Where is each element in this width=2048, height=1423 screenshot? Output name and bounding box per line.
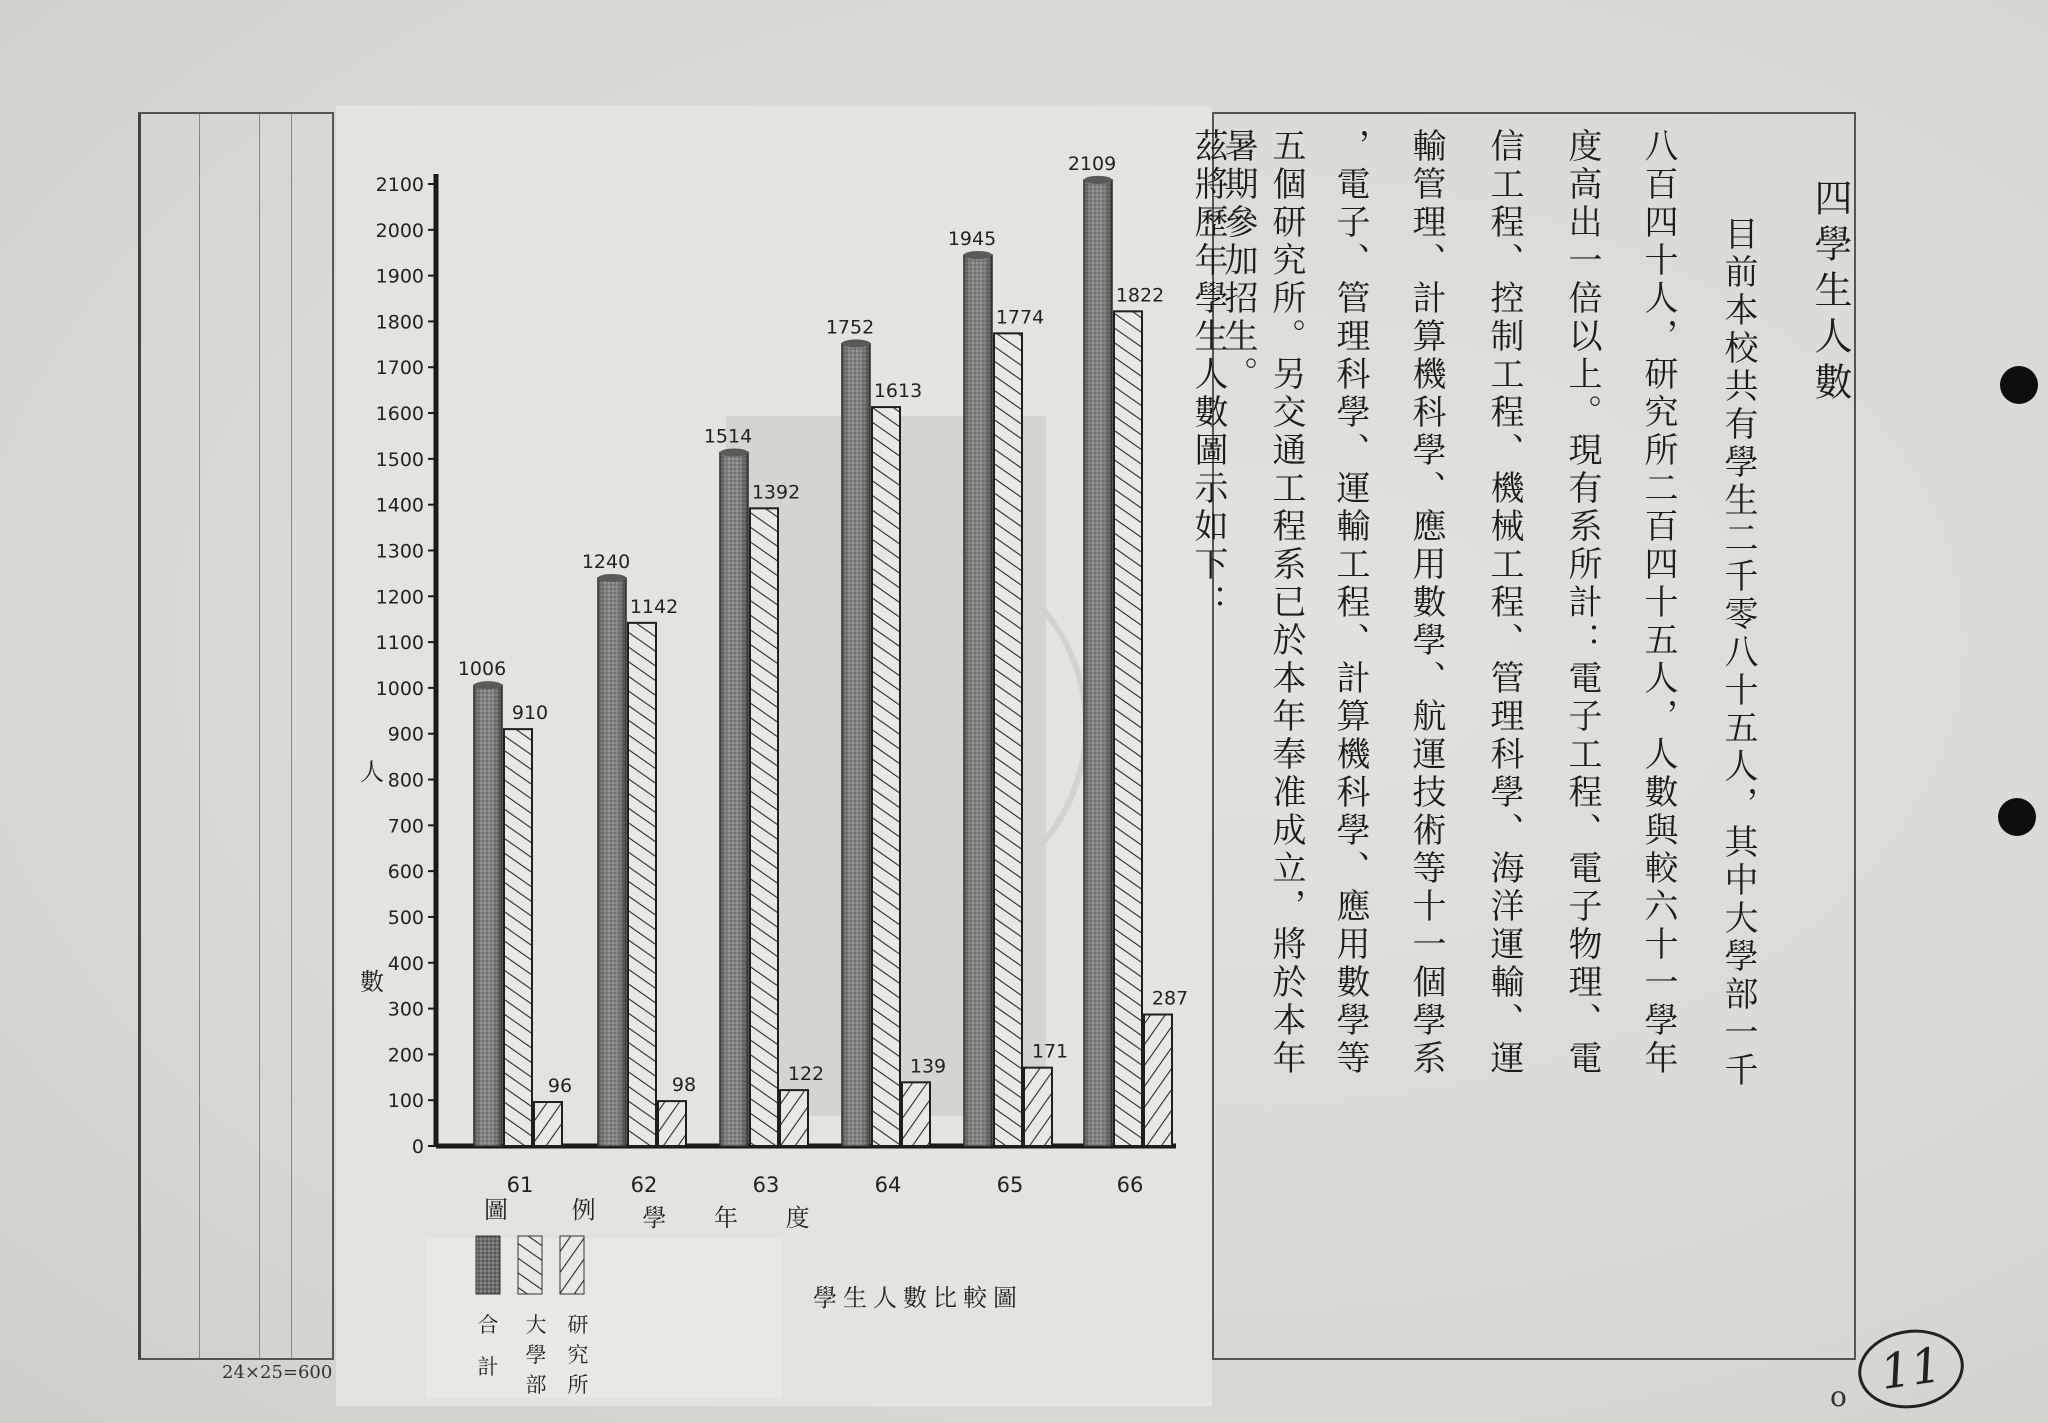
handwritten-column: 暑期參加招生。	[1218, 128, 1258, 394]
handwritten-column: 八百四十人，研究所二百四十五人，人數與較六十一學年	[1638, 128, 1678, 1078]
y-tick-label: 100	[387, 1090, 424, 1113]
y-tick-label: 1800	[375, 311, 424, 334]
bar-value-label: 287	[1151, 987, 1189, 1010]
x-axis-label: 學 年 度	[642, 1204, 830, 1232]
x-tick-label-66: 66	[1116, 1173, 1144, 1197]
heading-text: 四學生人數	[1808, 178, 1852, 408]
bar-grad-65	[1024, 1068, 1052, 1146]
y-tick-label: 2100	[375, 174, 424, 196]
bar-value-label: 1613	[873, 380, 923, 403]
x-tick-label-62: 62	[630, 1173, 658, 1197]
punch-hole-bottom	[1998, 798, 2036, 836]
bar-total-shade-66	[1084, 180, 1112, 1146]
y-tick-label: 800	[387, 769, 424, 792]
y-tick-label: 2000	[375, 219, 424, 242]
y-tick-label: 500	[387, 906, 424, 929]
bar-value-label: 98	[671, 1074, 697, 1097]
punch-hole-top	[2000, 366, 2038, 404]
legend-label-char: 究	[567, 1343, 589, 1367]
x-tick-label-65: 65	[996, 1173, 1024, 1197]
y-tick-label: 700	[387, 815, 424, 838]
x-tick-label-64: 64	[874, 1173, 902, 1197]
bar-value-label: 2109	[1067, 152, 1117, 175]
bar-undergrad-62	[628, 623, 656, 1146]
y-tick-label: 600	[387, 861, 424, 884]
watermark-seal	[726, 416, 1086, 1116]
chart-title: 學生人數比較圖	[813, 1284, 1023, 1312]
bar-value-label: 96	[547, 1075, 573, 1098]
bar-total-shade-61	[474, 685, 502, 1146]
y-tick-label: 200	[387, 1044, 424, 1067]
legend-label-char: 研	[567, 1313, 589, 1337]
bar-total-cap-65	[964, 251, 992, 259]
y-axis-ticks	[376, 174, 436, 1158]
y-tick-label: 1900	[375, 265, 424, 288]
bar-total-shade-64	[842, 343, 870, 1146]
handwritten-column: 信工程、控制工程、機械工程、管理科學、海洋運輸、運	[1484, 128, 1524, 1078]
legend-swatch-undergrad	[518, 1236, 542, 1294]
bar-total-cap-62	[598, 574, 626, 582]
bar-value-label: 1142	[629, 595, 679, 618]
bar-total-shade-65	[964, 255, 992, 1146]
bar-total-cap-63	[720, 448, 748, 456]
bar-undergrad-65	[994, 333, 1022, 1146]
bar-value-label: 1774	[995, 306, 1045, 329]
bar-chart	[336, 106, 1212, 1406]
y-tick-label: 1000	[375, 677, 424, 700]
bar-value-label: 1240	[581, 550, 631, 573]
y-tick-label: 1700	[375, 357, 424, 380]
y-tick-label: 0	[411, 1136, 424, 1158]
bar-value-label: 171	[1031, 1040, 1069, 1063]
bar-grad-66	[1144, 1015, 1172, 1146]
x-axis-categories	[507, 1173, 1144, 1197]
bar-undergrad-63	[750, 508, 778, 1146]
handwritten-column: 度高出一倍以上。現有系所計：電子工程、電子物理、電	[1562, 128, 1602, 1078]
legend-swatch-grad	[560, 1236, 584, 1294]
stray-mark: o	[1830, 1380, 1847, 1413]
handwritten-column: ，電子、管理科學、運輸工程、計算機科學、應用數學等	[1330, 128, 1370, 1078]
x-tick-label-61: 61	[506, 1173, 534, 1197]
bar-value-label: 1392	[751, 481, 801, 504]
legend-label-char: 計	[477, 1355, 499, 1379]
bar-value-label: 1514	[703, 425, 753, 448]
legend-label-char: 大	[525, 1313, 547, 1337]
legend-label-char: 學	[525, 1343, 547, 1367]
y-tick-label: 1500	[375, 448, 424, 471]
bar-value-label: 910	[511, 702, 549, 725]
handwritten-column: 目前本校共有學生二千零八十五人，其中大學部一千	[1718, 216, 1758, 1090]
grid-footer-label: 24×25=600	[222, 1362, 333, 1383]
bar-total-shade-63	[720, 452, 748, 1146]
y-tick-label: 300	[387, 998, 424, 1021]
y-tick-label: 1300	[375, 540, 424, 563]
legend-label-char: 部	[525, 1373, 547, 1397]
bar-grad-62	[658, 1101, 686, 1146]
bar-total-cap-64	[842, 339, 870, 347]
legend-label-char: 所	[567, 1373, 589, 1397]
y-tick-label: 1100	[375, 632, 424, 655]
legend-swatch-total	[476, 1236, 500, 1294]
bar-total-shade-62	[598, 578, 626, 1146]
legend-title: 圖 例	[484, 1196, 624, 1224]
handwritten-column: 輸管理、計算機科學、應用數學、航運技術等十一個學系	[1406, 128, 1446, 1078]
bar-value-label: 1822	[1115, 284, 1165, 307]
y-axis-label: 人數	[360, 758, 384, 996]
handwritten-column: 五個研究所。另交通工程系已於本年奉准成立，將於本年	[1266, 128, 1306, 1078]
left-grid-paper	[138, 112, 334, 1360]
y-tick-label: 400	[387, 952, 424, 975]
bar-undergrad-66	[1114, 311, 1142, 1146]
right-grid-paper	[1212, 112, 1856, 1360]
y-tick-label: 1400	[375, 494, 424, 517]
bar-undergrad-64	[872, 407, 900, 1146]
bar-value-label: 1945	[947, 228, 997, 251]
bar-total-cap-66	[1084, 176, 1112, 184]
bar-value-label: 1006	[457, 658, 507, 681]
y-tick-label: 1200	[375, 586, 424, 609]
bar-value-label: 139	[909, 1055, 947, 1078]
bar-value-label: 1752	[825, 316, 875, 339]
legend-label-char: 合	[477, 1313, 499, 1337]
bar-grad-61	[534, 1102, 562, 1146]
bar-grad-64	[902, 1082, 930, 1146]
bar-grad-63	[780, 1090, 808, 1146]
y-tick-label: 1600	[375, 403, 424, 426]
x-tick-label-63: 63	[752, 1173, 780, 1197]
bar-value-label: 122	[787, 1063, 825, 1086]
bar-total-cap-61	[474, 681, 502, 689]
bar-undergrad-61	[504, 729, 532, 1146]
handwritten-column: 茲將歷年學生人數圖示如下：	[1188, 128, 1228, 622]
page-number: 11	[1853, 1323, 1969, 1415]
y-tick-label: 900	[387, 723, 424, 746]
